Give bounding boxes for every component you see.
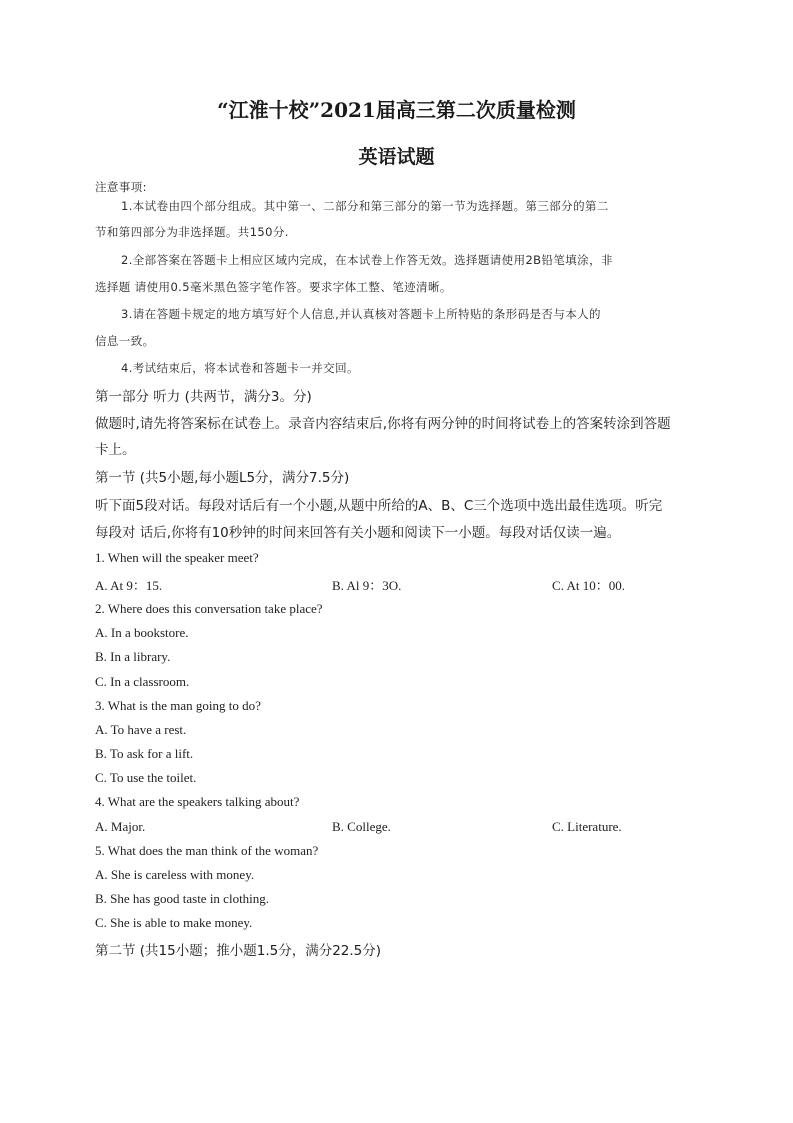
question-5: 5. What does the man think of the woman? [95, 843, 319, 858]
part1-heading: 第一部分 听力 (共两节，满分3。分) [95, 389, 312, 405]
q5-option-c: C. She is able to make money. [95, 915, 253, 930]
notice-line-6: 信息一致。 [95, 334, 155, 348]
notice-line-1: 1.本试卷由四个部分组成。其中第一、二部分和第三部分的第一节为选择题。第三部分的第二 [121, 199, 609, 213]
question-1: 1. When will the speaker meet? [95, 550, 259, 565]
section1-heading: 第一节 (共5小题,每小题L5分，满分7.5分) [95, 470, 350, 486]
q1-option-c: C. At 10：00. [552, 578, 625, 593]
q4-option-a: A. Major. [95, 819, 146, 834]
section1-instruction-line-1: 听下面5段对话。每段对话后有一个小题,从题中所给的A、B、C三个选项中选出最佳选项。听完 [95, 498, 663, 514]
part1-instruction-line-2: 卡上。 [95, 442, 136, 458]
notice-line-2: 节和第四部分为非选择题。共150分. [95, 225, 289, 239]
section2-heading: 第二节 (共15小题；推小题1.5分，满分22.5分) [95, 943, 382, 959]
question-4: 4. What are the speakers talking about? [95, 794, 300, 809]
q5-option-a: A. She is careless with money. [95, 867, 255, 882]
exam-title: “江淮十校”2021届高三第二次质量检测 [217, 98, 576, 122]
exam-subtitle: 英语试题 [358, 146, 435, 168]
q1-option-a: A. At 9：15. [95, 578, 163, 593]
question-2: 2. Where does this conversation take place? [95, 601, 323, 616]
q3-option-a: A. To have a rest. [95, 722, 187, 737]
notice-line-3: 2.全部答案在答题卡上相应区域内完成，在本试卷上作答无效。选择题请使用2B铅笔填涂，非 [121, 253, 613, 267]
question-3: 3. What is the man going to do? [95, 698, 261, 713]
notice-line-7: 4.考试结束后，将本试卷和答题卡一并交回。 [121, 361, 359, 375]
q4-option-c: C. Literature. [552, 819, 622, 834]
q3-option-c: C. To use the toilet. [95, 770, 197, 785]
notice-heading: 注意事项: [95, 180, 147, 194]
part1-instruction-line-1: 做题时,请先将答案标在试卷上。录音内容结束后,你将有两分钟的时间将试卷上的答案转涂到答题 [95, 416, 671, 432]
q4-option-b: B. College. [332, 819, 391, 834]
notice-line-5: 3.请在答题卡规定的地方填写好个人信息,并认真核对答题卡上所特贴的条形码是否与本人的 [121, 307, 601, 321]
section1-instruction-line-2: 每段对 话后,你将有10秒钟的时间来回答有关小题和阅读下一小题。每段对话仅读一遍。 [95, 525, 621, 541]
q3-option-b: B. To ask for a lift. [95, 746, 194, 761]
q5-option-b: B. She has good taste in clothing. [95, 891, 270, 906]
q2-option-c: C. In a classroom. [95, 674, 190, 689]
q2-option-b: B. In a library. [95, 649, 171, 664]
q2-option-a: A. In a bookstore. [95, 625, 189, 640]
notice-line-4: 选择题 请使用0.5毫米黑色签字笔作答。要求字体工整、笔迹清晰。 [95, 280, 452, 294]
q1-option-b: B. Al 9：3O. [332, 578, 402, 593]
